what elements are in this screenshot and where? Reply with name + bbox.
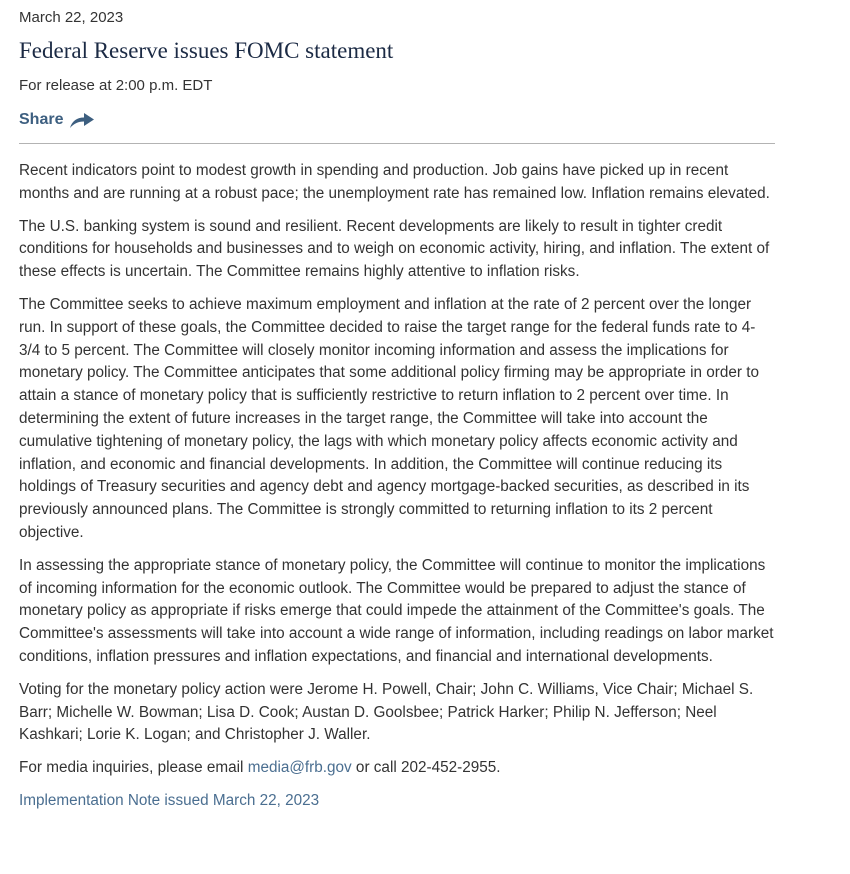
release-date: March 22, 2023 [19, 9, 124, 26]
media-inquiries [19, 757, 775, 780]
media-suffix: or call 202-452-2955. [351, 759, 501, 777]
paragraph-policy-decision: The Committee seeks to achieve maximum employment and inflation at the rate of 2 percent over the longer run. In support of these goals, the Committee decided to raise the target range for the federal funds rate to 4-3/4 to 5 percent. The Committee will closely monitor incoming information and assess the implications for monetary policy. The Committee anticipates that some additional policy firming may be appropriate in order to attain a stance of monetary policy that is sufficiently restrictive to return inflation to 2 percent over time. In determining the extent of future increases in the target range, the Committee will take into account the cumulative tightening of monetary policy, the lags with which monetary policy affects economic activity and inflation, and economic and financial developments. In addition, the Committee will continue reducing its holdings of Treasury securities and agency debt and agency mortgage-backed securities, as described in its previously announced plans. The Committee is strongly committed to returning inflation to its 2 percent objective. [19, 295, 759, 541]
header-divider [19, 143, 775, 144]
paragraph-assessment: In assessing the appropriate stance of monetary policy, the Committee will continue to monitor the implications of incoming information for the economic outlook. The Committee would be prepared to adjust the stance of monetary policy as appropriate if risks emerge that could impede the attainment of the Committee's goals. The Committee's assessments will take into account a wide range of information, including readings on labor market conditions, inflation pressures and inflation expectations, and financial and international developments. [19, 556, 774, 665]
media-email-link[interactable]: media@frb.gov [247, 759, 352, 777]
share-label: Share [19, 111, 64, 128]
paragraph-voting: Voting for the monetary policy action were Jerome H. Powell, Chair; John C. Williams, Vice Chair; Michael S. Barr; Michelle W. Bowman; Lisa D. Cook; Austan D. Goolsbee; Patrick Harker; Philip N. Jefferson; Neel Kashkari; Lorie K. Logan; and Christopher J. Waller. [19, 680, 754, 744]
statement-body [19, 160, 775, 813]
media-prefix: For media inquiries, please email [19, 759, 248, 777]
paragraph-banking: The U.S. banking system is sound and resilient. Recent developments are likely to result in tighter credit conditions for households and businesses and to weigh on economic activity, hiring, and inflation. The extent of these effects is uncertain. The Committee remains highly attentive to inflation risks. [19, 217, 770, 281]
page-title: Federal Reserve issues FOMC statement [19, 38, 394, 63]
share-arrow-icon [69, 111, 95, 129]
implementation-note-link[interactable]: Implementation Note issued March 22, 2023 [19, 791, 320, 809]
paragraph-outlook: Recent indicators point to modest growth in spending and production. Job gains have picked up in recent months and are running at a robust pace; the unemployment rate has remained low. Inflation remains elevated. [19, 162, 770, 202]
release-time: For release at 2:00 p.m. EDT [19, 77, 213, 94]
share-button[interactable] [19, 111, 95, 129]
